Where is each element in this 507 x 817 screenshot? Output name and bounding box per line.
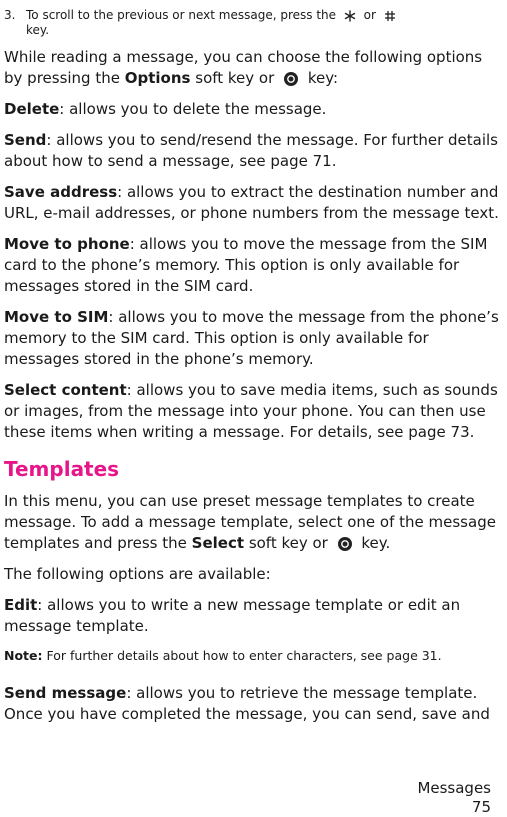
step-3	[4, 8, 504, 38]
page-footer	[417, 779, 491, 817]
section-name: Messages	[417, 779, 491, 797]
option-send-message: Send message: allows you to retrieve the message template. Once you have completed the message, you can send, save and	[4, 684, 490, 723]
step-number: 3.	[4, 8, 16, 22]
note: Note: For further details about how to enter characters, see page 31.	[4, 648, 442, 663]
hash-key-icon	[384, 10, 396, 22]
ok-key-icon	[337, 536, 353, 552]
options-intro: While reading a message, you can choose the following options by pressing the Options soft key or key:	[4, 48, 483, 87]
page-number: 75	[471, 798, 491, 816]
option-send: Send: allows you to send/resend the message. For further details about how to send a message, see page 71.	[4, 131, 498, 170]
option-save-address: Save address: allows you to extract the destination number and URL, e-mail addresses, or phone numbers from the message text.	[4, 183, 499, 222]
templates-intro: In this menu, you can use preset message templates to create message. To add a message template, select one of the message templates and press the Select soft key or key.	[4, 492, 496, 552]
step-text: To scroll to the previous or next message, press the or key.	[26, 8, 400, 38]
star-key-icon	[344, 10, 356, 22]
option-delete: Delete: allows you to delete the message.	[4, 100, 327, 118]
option-move-to-phone: Move to phone: allows you to move the message from the SIM card to the phone’s memory. This option is only available for messages stored in the SIM card.	[4, 235, 488, 295]
manual-page	[4, 8, 504, 735]
option-select-content: Select content: allows you to save media items, such as sounds or images, from the message into your phone. You can then use these items when writing a message. For details, see page 73.	[4, 381, 498, 441]
option-move-to-sim: Move to SIM: allows you to move the message from the phone’s memory to the SIM card. This option is only available for messages stored in the phone’s memory.	[4, 308, 499, 368]
ok-key-icon	[283, 71, 299, 87]
templates-available: The following options are available:	[4, 565, 271, 583]
option-edit: Edit: allows you to write a new message template or edit an message template.	[4, 596, 461, 635]
templates-heading: Templates	[4, 457, 120, 481]
